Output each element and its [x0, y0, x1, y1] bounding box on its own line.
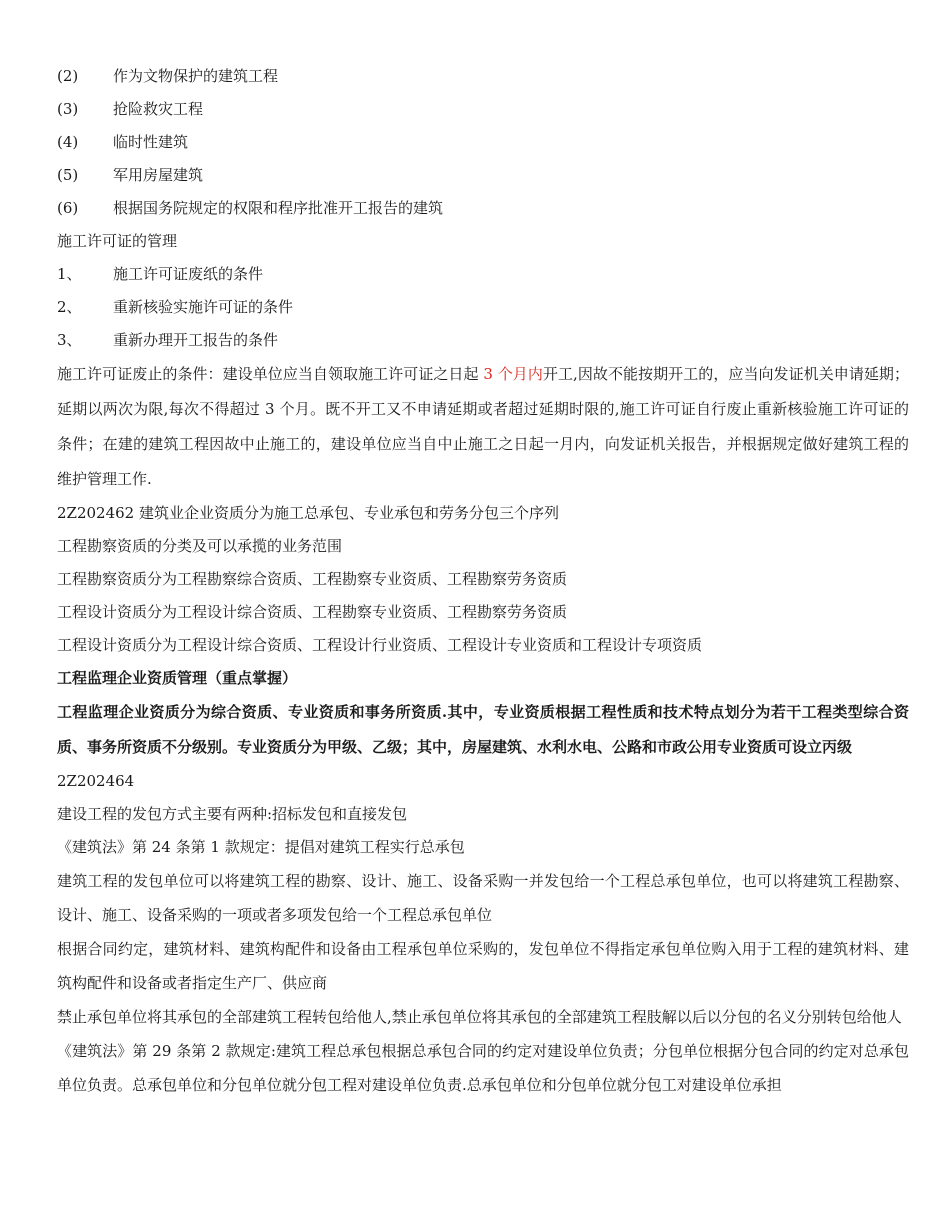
- list-item-number: 2、: [57, 298, 82, 316]
- list-item-text: 重新核验实施许可证的条件: [113, 298, 294, 316]
- text-line-law-24: 《建筑法》第 24 条第 1 款规定：提倡对建筑工程实行总承包: [57, 838, 465, 856]
- paragraph-permit-abolish: [57, 357, 909, 497]
- list-item: [57, 93, 909, 126]
- paragraph-text: 施工许可证废止的条件：建设单位应当自领取施工许可证之日起: [57, 365, 484, 383]
- list-item-number: 3、: [57, 331, 82, 349]
- section-heading-supervision: 工程监理企业资质管理（重点掌握）: [57, 669, 298, 687]
- section-line-2z202464: 2Z202464: [57, 772, 135, 790]
- list-item: [57, 324, 909, 357]
- list-item: [57, 192, 909, 225]
- list-item-text: 临时性建筑: [113, 133, 189, 151]
- paragraph-materials: 根据合同约定，建筑材料、建筑构配件和设备由工程承包单位采购的，发包单位不得指定承包单位购入用于工程的建筑材料、建筑构配件和设备或者指定生产厂、供应商: [57, 940, 909, 992]
- highlighted-text: 3 个月内: [483, 365, 543, 383]
- paragraph-text: 开工,因故不能按期开工的，应当向发证机关申请延期；延期以两次为限,每次不得超过 3 个月。既不开工又不申请延期或者超过延期时限的,施工许可证自行废止重新核验施工许可证的条件；在建的建筑工程因故中止施工的，建设单位应当自中止施工之日起一月内，向发证机关报告，并根据规定做好建筑工程的维护管理工作.: [57, 365, 909, 488]
- list-item: [57, 159, 909, 192]
- text-line-survey-category: 工程勘察资质的分类及可以承揽的业务范围: [57, 537, 343, 555]
- list-item: [57, 126, 909, 159]
- list-item: [57, 291, 909, 324]
- text-line-contract-methods: 建设工程的发包方式主要有两种:招标发包和直接发包: [57, 805, 408, 823]
- list-item: [57, 258, 909, 291]
- text-line-design-split-1: 工程设计资质分为工程设计综合资质、工程勘察专业资质、工程勘察劳务资质: [57, 603, 568, 621]
- list-item-number: (3): [57, 100, 79, 118]
- paragraph-prohibit-subcontract: 禁止承包单位将其承包的全部建筑工程转包给他人,禁止承包单位将其承包的全部建筑工程肢解以后以分包的名义分别转包给他人: [57, 1008, 902, 1026]
- document-page: [57, 60, 909, 1102]
- section-line-2z202462: 2Z202462 建筑业企业资质分为施工总承包、专业承包和劳务分包三个序列: [57, 504, 559, 522]
- list-item-text: 作为文物保护的建筑工程: [113, 67, 279, 85]
- list-item-number: (4): [57, 133, 79, 151]
- list-item-number: (2): [57, 67, 79, 85]
- list-item-text: 施工许可证废纸的条件: [113, 265, 264, 283]
- list-item-number: 1、: [57, 265, 82, 283]
- list-item-text: 军用房屋建筑: [113, 166, 204, 184]
- text-line-design-split-2: 工程设计资质分为工程设计综合资质、工程设计行业资质、工程设计专业资质和工程设计专项资质: [57, 636, 703, 654]
- section-heading-permit-management: 施工许可证的管理: [57, 232, 178, 250]
- paragraph-supervision: 工程监理企业资质分为综合资质、专业资质和事务所资质.其中，专业资质根据工程性质和技术特点划分为若干工程类型综合资质、事务所资质不分级别。专业资质分为甲级、乙级；其中，房屋建筑、水利水电、公路和市政公用专业资质可设立丙级: [57, 703, 909, 756]
- list-item: [57, 60, 909, 93]
- list-item-text: 重新办理开工报告的条件: [113, 331, 279, 349]
- list-item-text: 根据国务院规定的权限和程序批准开工报告的建筑: [113, 199, 444, 217]
- list-item-number: (6): [57, 199, 79, 217]
- text-line-survey-split: 工程勘察资质分为工程勘察综合资质、工程勘察专业资质、工程勘察劳务资质: [57, 570, 568, 588]
- paragraph-general-contractor: 建筑工程的发包单位可以将建筑工程的勘察、设计、施工、设备采购一并发包给一个工程总承包单位，也可以将建筑工程勘察、设计、施工、设备采购的一项或者多项发包给一个工程总承包单位: [57, 872, 909, 924]
- list-item-number: (5): [57, 166, 79, 184]
- paragraph-law-29: 《建筑法》第 29 条第 2 款规定:建筑工程总承包根据总承包合同的约定对建设单位负责；分包单位根据分包合同的约定对总承包单位负责。总承包单位和分包单位就分包工程对建设单位负责.总承包单位和分包单位就分包工对建设单位承担: [57, 1042, 909, 1094]
- list-item-text: 抢险救灾工程: [113, 100, 204, 118]
